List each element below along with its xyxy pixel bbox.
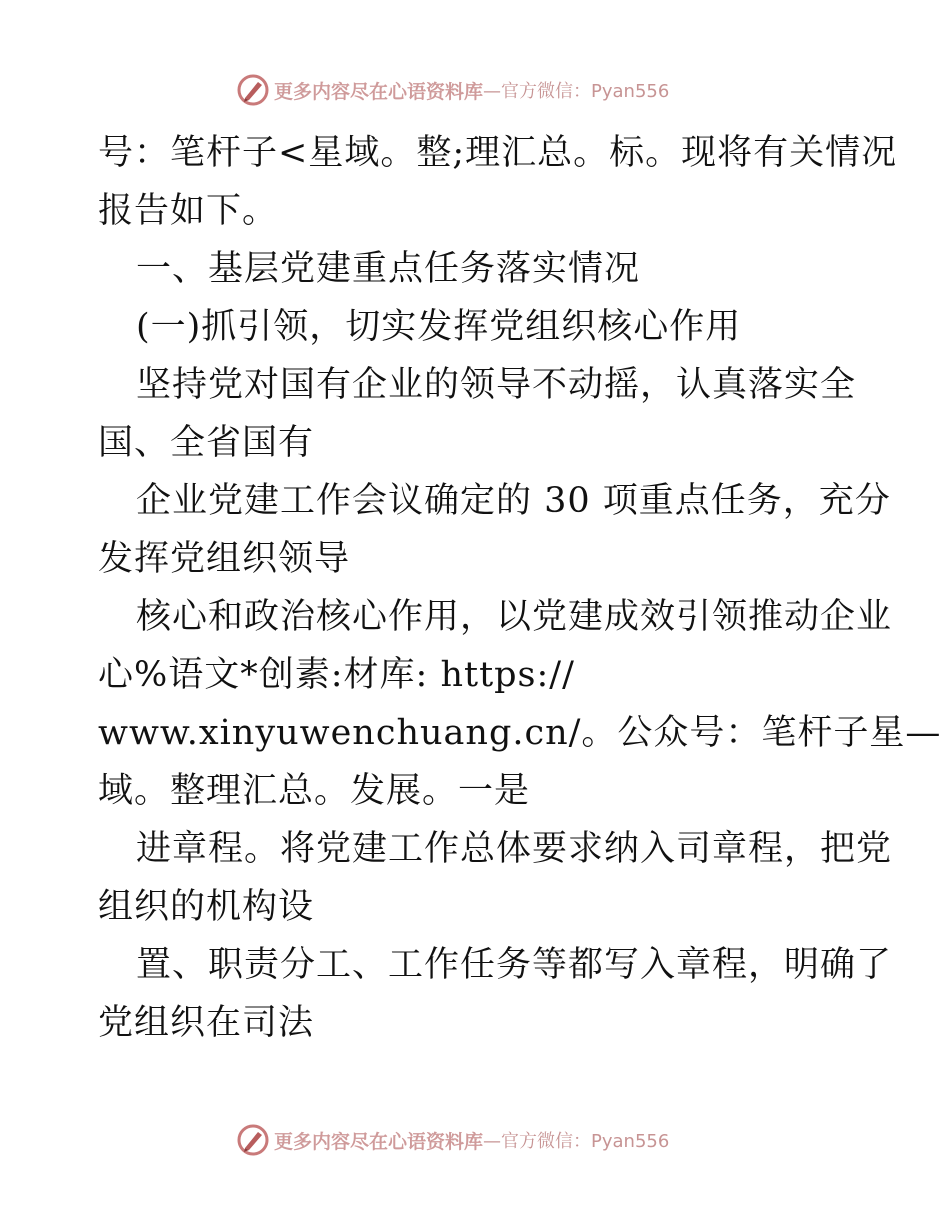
text-line: 发挥党组织领导 bbox=[98, 539, 351, 579]
document-body bbox=[98, 124, 942, 1052]
text-line: 报告如下。 bbox=[98, 191, 279, 231]
watermark-main-text: 更多内容尽在心语资料库 bbox=[274, 1130, 484, 1153]
text-line: 进章程。将党建工作总体要求纳入司章程，把党 bbox=[136, 829, 893, 869]
text-line: 心%语文*创素:材库: https:// bbox=[98, 655, 575, 695]
text-line: 域。整理汇总。发展。一是 bbox=[98, 771, 531, 811]
text-line: 企业党建工作会议确定的 30 项重点任务，充分 bbox=[136, 481, 891, 521]
text-line: 组织的机构设 bbox=[98, 887, 315, 927]
text-line: 置、职责分工、工作任务等都写入章程，明确了 bbox=[136, 945, 893, 985]
header-watermark bbox=[236, 72, 669, 108]
subsection-heading: (一)抓引领，切实发挥党组织核心作用 bbox=[136, 307, 742, 347]
text-line: 坚持党对国有企业的领导不动摇，认真落实全 bbox=[136, 365, 857, 405]
footer-watermark bbox=[236, 1122, 669, 1158]
pen-circle-logo-icon bbox=[236, 73, 270, 107]
text-line: 党组织在司法 bbox=[98, 1003, 315, 1043]
section-heading: 一、基层党建重点任务落实情况 bbox=[136, 249, 641, 289]
watermark-sub-text: —官方微信：Pyan556 bbox=[483, 81, 670, 102]
text-line: www.xinyuwenchuang.cn/。公众号：笔杆子星— bbox=[98, 713, 942, 753]
text-line: 核心和政治核心作用，以党建成效引领推动企业 bbox=[136, 597, 893, 637]
watermark-sub-text: —官方微信：Pyan556 bbox=[483, 1131, 670, 1152]
text-line: 号：笔杆子<星域。整;理汇总。标。现将有关情况 bbox=[98, 133, 898, 173]
watermark-main-text: 更多内容尽在心语资料库 bbox=[274, 80, 484, 103]
pen-circle-logo-icon bbox=[236, 1123, 270, 1157]
text-line: 国、全省国有 bbox=[98, 423, 315, 463]
